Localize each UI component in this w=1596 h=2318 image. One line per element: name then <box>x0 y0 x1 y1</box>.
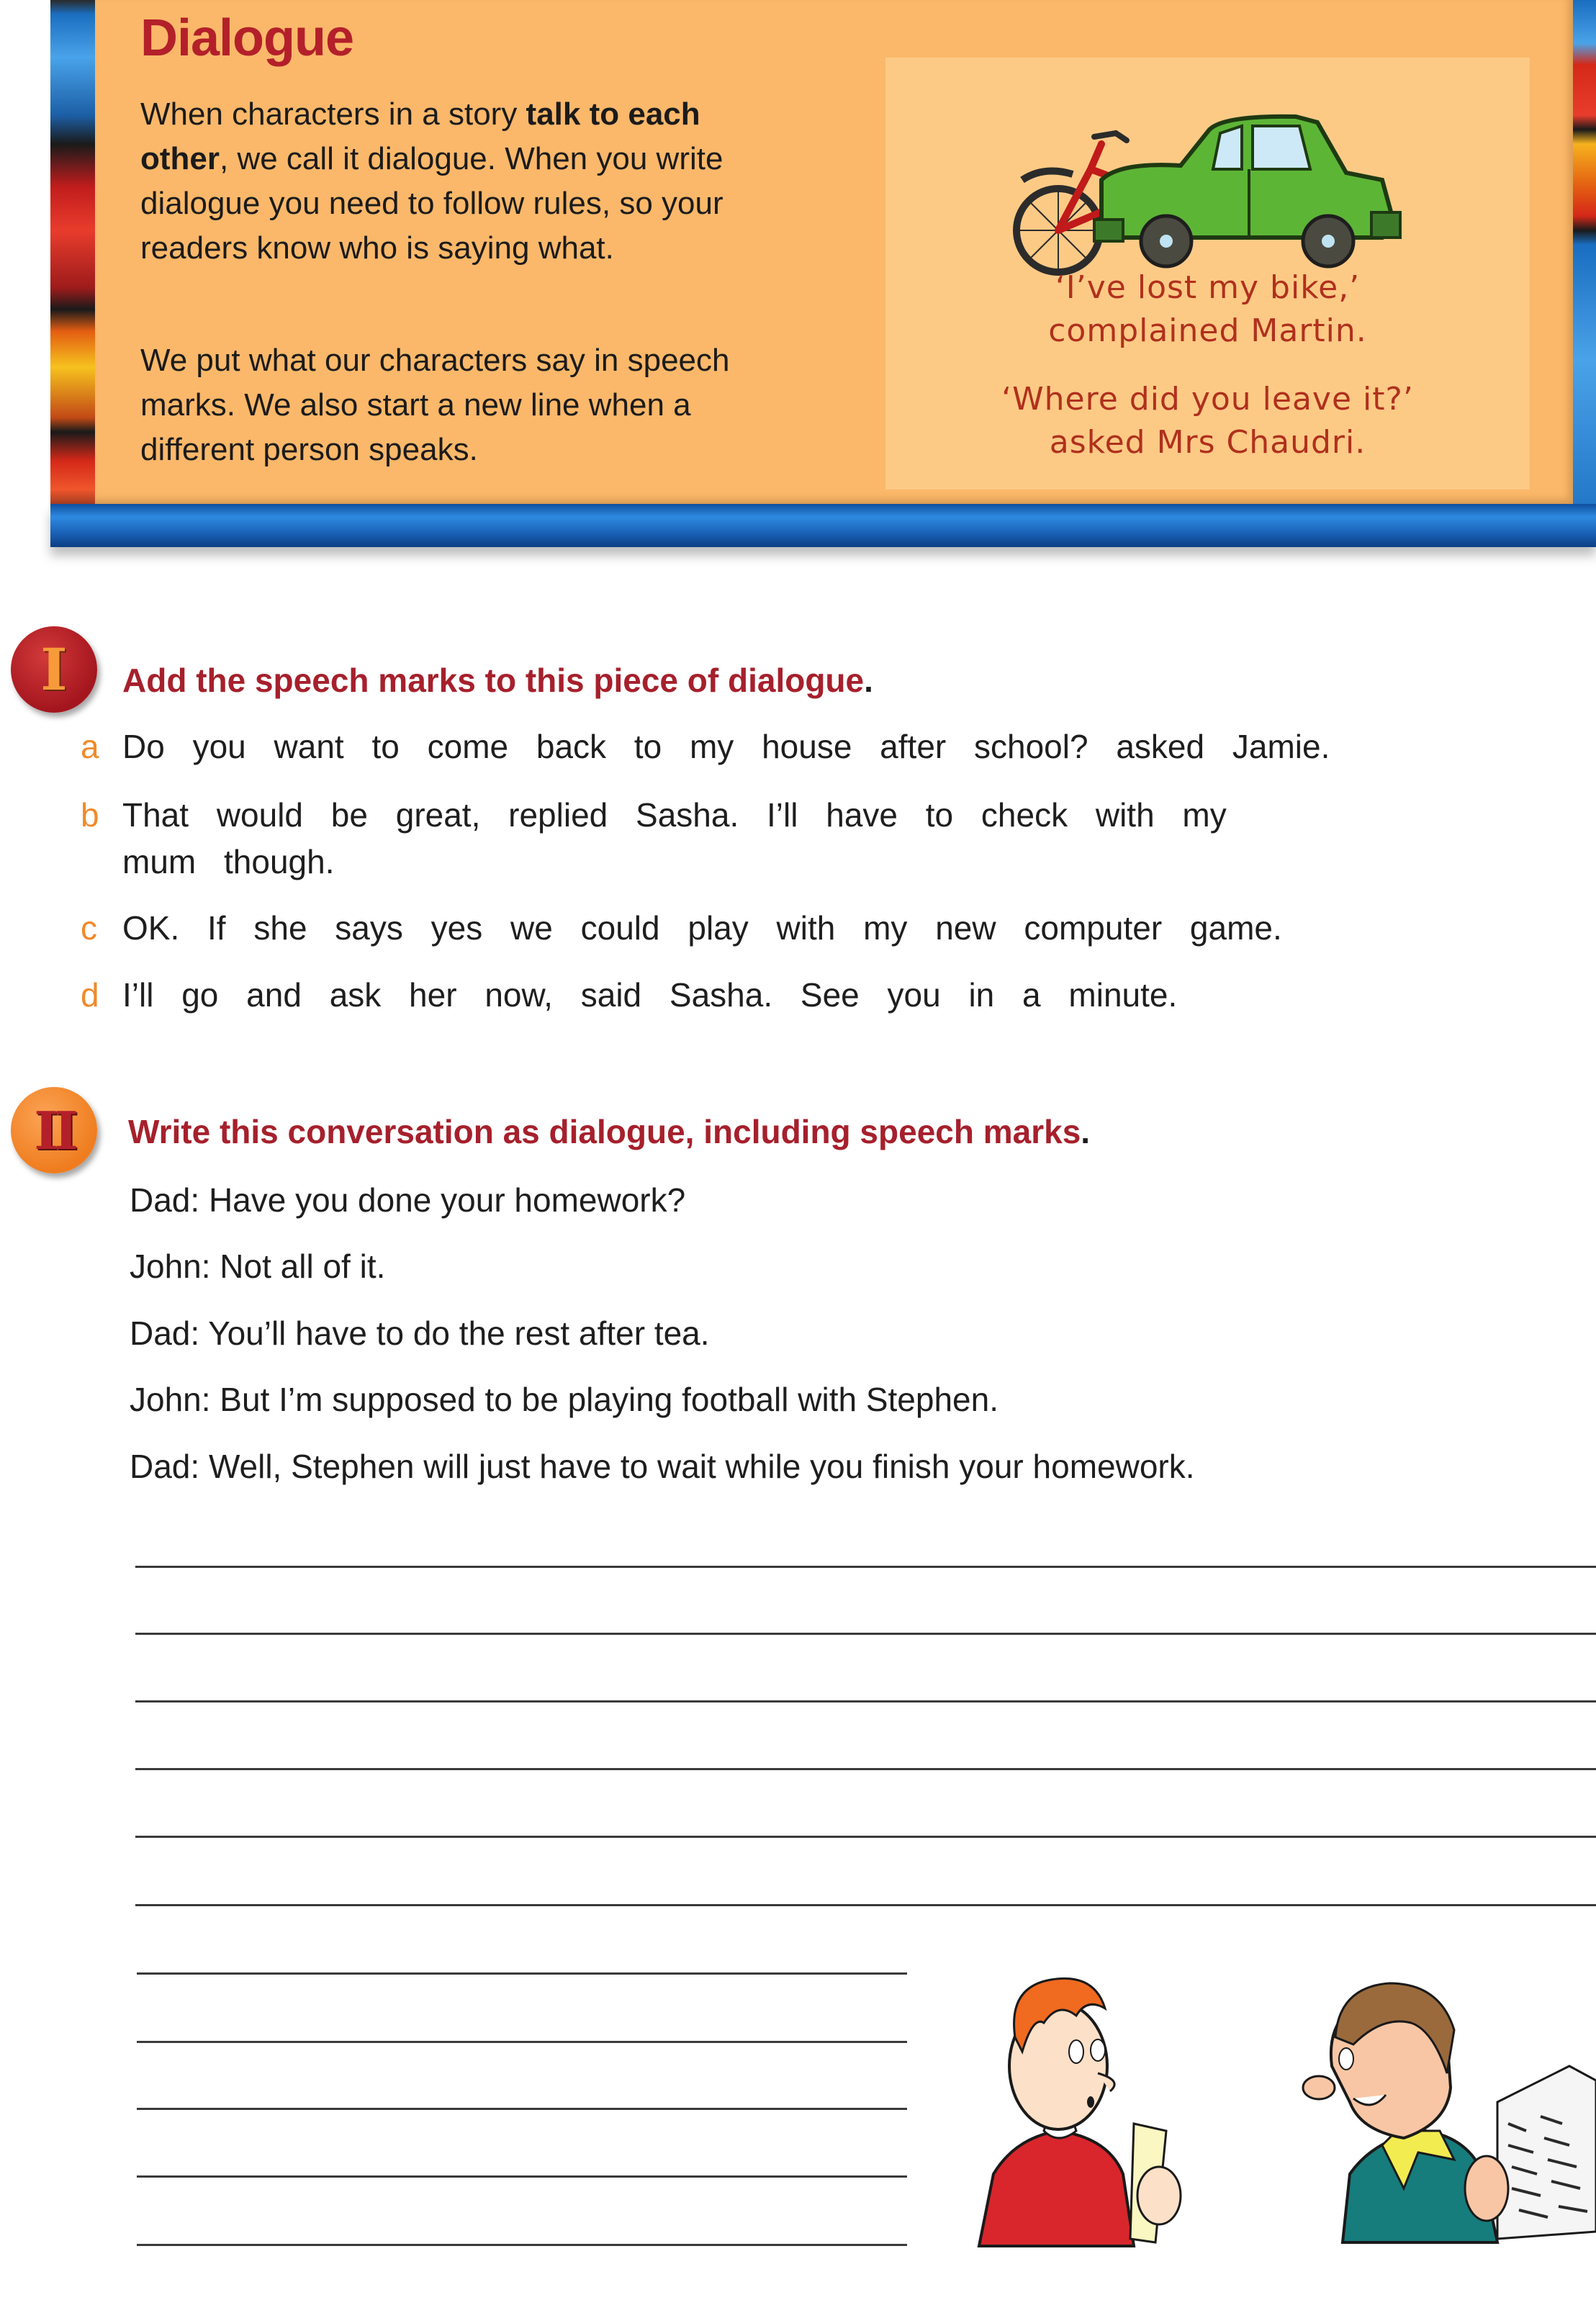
exercise-item-b-continuation <box>122 842 334 881</box>
exercise-item-a <box>81 727 1330 766</box>
intro-text-pre: When characters in a story <box>140 96 526 132</box>
section-1-heading-text: Add the speech marks to this piece of dialogue <box>122 662 865 699</box>
answer-writing-line[interactable] <box>137 2175 907 2178</box>
answer-writing-line[interactable] <box>137 2108 907 2110</box>
answer-writing-line[interactable] <box>135 1566 1596 1568</box>
example-quote-2 <box>885 378 1530 464</box>
example-quote-2-line1: ‘Where did you leave it?’ <box>1001 381 1414 418</box>
intro-paragraph-1 <box>140 92 788 271</box>
example-panel <box>885 58 1530 490</box>
exercise-item-d <box>81 975 1177 1014</box>
conversation-line: Dad: Have you done your homework? <box>130 1181 686 1219</box>
item-text: mum though. <box>122 843 335 880</box>
section-2-heading-text: Write this conversation as dialogue, including speech marks <box>128 1113 1081 1150</box>
answer-writing-line[interactable] <box>135 1633 1596 1635</box>
answer-writing-line[interactable] <box>137 2041 907 2043</box>
answer-writing-line[interactable] <box>135 1768 1596 1770</box>
answer-writing-line[interactable] <box>137 1972 907 1975</box>
conversation-line: John: Not all of it. <box>130 1248 386 1285</box>
answer-writing-line[interactable] <box>135 1700 1596 1703</box>
exercise-item-c <box>81 908 1282 947</box>
example-quote-1-line1: ‘I’ve lost my bike,’ <box>1055 269 1361 306</box>
boy-figure <box>979 1978 1181 2246</box>
intro-paragraph-2: We put what our characters say in speech marks. We also start a new line when a different person speaks. <box>140 343 730 467</box>
answer-writing-line[interactable] <box>135 1836 1596 1838</box>
item-letter: a <box>81 728 99 765</box>
example-quote-1 <box>885 266 1530 353</box>
page-title: Dialogue <box>140 9 354 67</box>
answer-writing-line[interactable] <box>135 1904 1596 1906</box>
boy-and-dad-reading-newspaper-illustration <box>950 1958 1596 2260</box>
item-letter: d <box>81 976 99 1014</box>
intro-text-bold: talk to each other <box>140 96 700 176</box>
item-letter: b <box>81 796 99 834</box>
exercise-item-b <box>81 795 1227 834</box>
section-2-badge: II <box>11 1087 97 1173</box>
pencil-stripe-decoration-right <box>1573 0 1596 540</box>
section-2-heading-end: . <box>1081 1113 1091 1150</box>
item-text: I’ll go and ask her now, said Sasha. See you in a minute. <box>122 976 1178 1014</box>
item-letter: c <box>81 909 97 947</box>
conversation-line: John: But I’m supposed to be playing football with Stephen. <box>130 1381 999 1418</box>
intro-text-post: , we call it dialogue. When you write dialogue you need to follow rules, so your readers know who is saying what. <box>140 141 723 266</box>
car-hitting-bike-illustration <box>993 94 1425 288</box>
item-text: That would be great, replied Sasha. I’ll have to check with my <box>122 796 1227 834</box>
answer-writing-line[interactable] <box>137 2244 907 2246</box>
item-text: OK. If she says yes we could play with my new computer game. <box>122 909 1282 947</box>
conversation-line: Dad: You’ll have to do the rest after tea. <box>130 1314 710 1352</box>
section-1-heading-end: . <box>864 662 873 699</box>
item-text: Do you want to come back to my house after school? asked Jamie. <box>122 728 1330 765</box>
section-1-heading <box>122 661 873 700</box>
pencil-stripe-decoration <box>50 0 97 540</box>
section-1-badge: I <box>11 626 97 713</box>
example-quote-2-line2: asked Mrs Chaudri. <box>1049 424 1366 461</box>
dad-figure <box>1303 1983 1596 2242</box>
example-quote-1-line2: complained Martin. <box>1048 312 1367 349</box>
frame-bottom-bar <box>50 504 1596 547</box>
section-2-heading <box>128 1112 1090 1151</box>
conversation-line: Dad: Well, Stephen will just have to wait while you finish your homework. <box>130 1448 1195 1485</box>
